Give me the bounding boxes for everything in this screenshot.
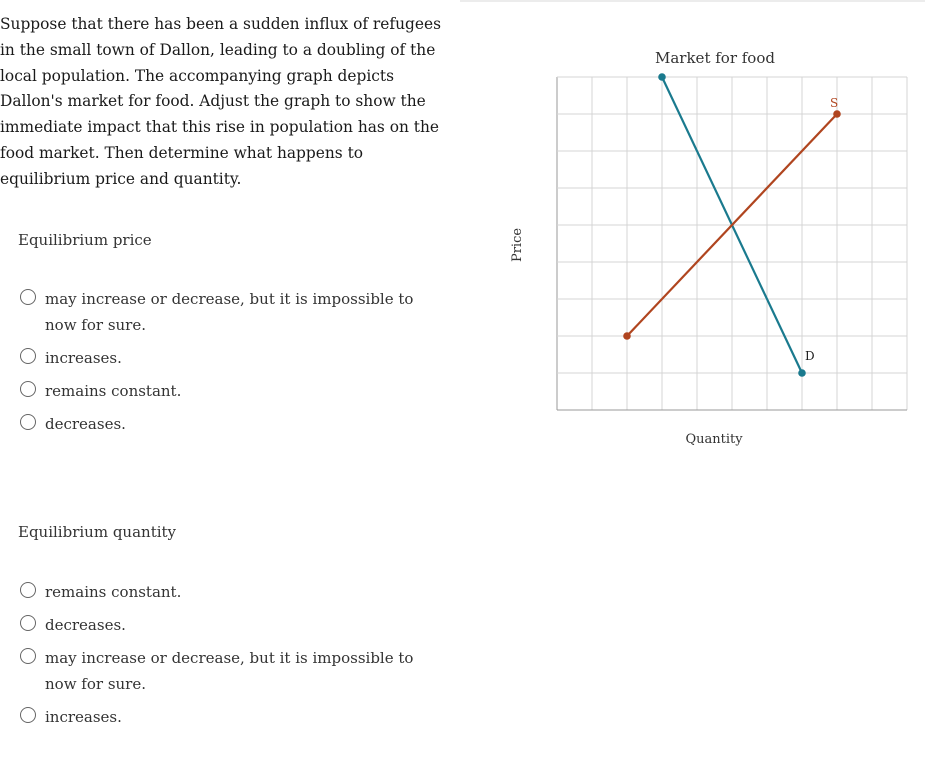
d-endpoint-2[interactable] (798, 369, 806, 377)
radio-button[interactable] (20, 615, 36, 631)
d-curve-label: D (805, 349, 815, 363)
quantity-option-constant[interactable]: remains constant. (20, 579, 440, 605)
radio-button[interactable] (20, 414, 36, 430)
s-curve-label: S (830, 96, 839, 110)
market-graph[interactable] (500, 30, 915, 460)
equilibrium-price-options (20, 286, 440, 444)
quantity-option-increases[interactable]: increases. (20, 704, 440, 730)
y-axis-label: Price (510, 227, 525, 263)
equilibrium-price-label: Equilibrium price (18, 231, 152, 249)
radio-button[interactable] (20, 348, 36, 364)
quantity-option-impossible[interactable]: may increase or decrease, but it is impossible to now for sure. (20, 645, 440, 697)
radio-button[interactable] (20, 381, 36, 397)
price-option-constant[interactable]: remains constant. (20, 378, 440, 404)
chart-grid (557, 77, 907, 410)
s-endpoint-1[interactable] (623, 332, 631, 340)
price-option-increases[interactable]: increases. (20, 345, 440, 371)
s-endpoint-2[interactable] (833, 110, 841, 118)
price-option-impossible[interactable]: may increase or decrease, but it is impossible to now for sure. (20, 286, 440, 338)
equilibrium-quantity-label: Equilibrium quantity (18, 523, 177, 541)
question-text: Suppose that there has been a sudden influx of refugees in the small town of Dallon, leading to a doubling of the local population. The accompanying graph depicts Dallon's market for food. Adjust the graph to show the immediate impact that this rise in population has on the food market. Then determine what happens to equilibrium price and quantity. (0, 15, 441, 188)
price-option-decreases[interactable]: decreases. (20, 411, 440, 437)
radio-button[interactable] (20, 707, 36, 723)
equilibrium-quantity-options (20, 579, 440, 737)
quantity-option-decreases[interactable]: decreases. (20, 612, 440, 638)
x-axis-label: Quantity (685, 432, 743, 447)
d-endpoint-1[interactable] (658, 73, 666, 81)
radio-button[interactable] (20, 582, 36, 598)
radio-button[interactable] (20, 289, 36, 305)
top-divider (460, 0, 925, 2)
chart-title: Market for food (655, 49, 775, 67)
radio-button[interactable] (20, 648, 36, 664)
